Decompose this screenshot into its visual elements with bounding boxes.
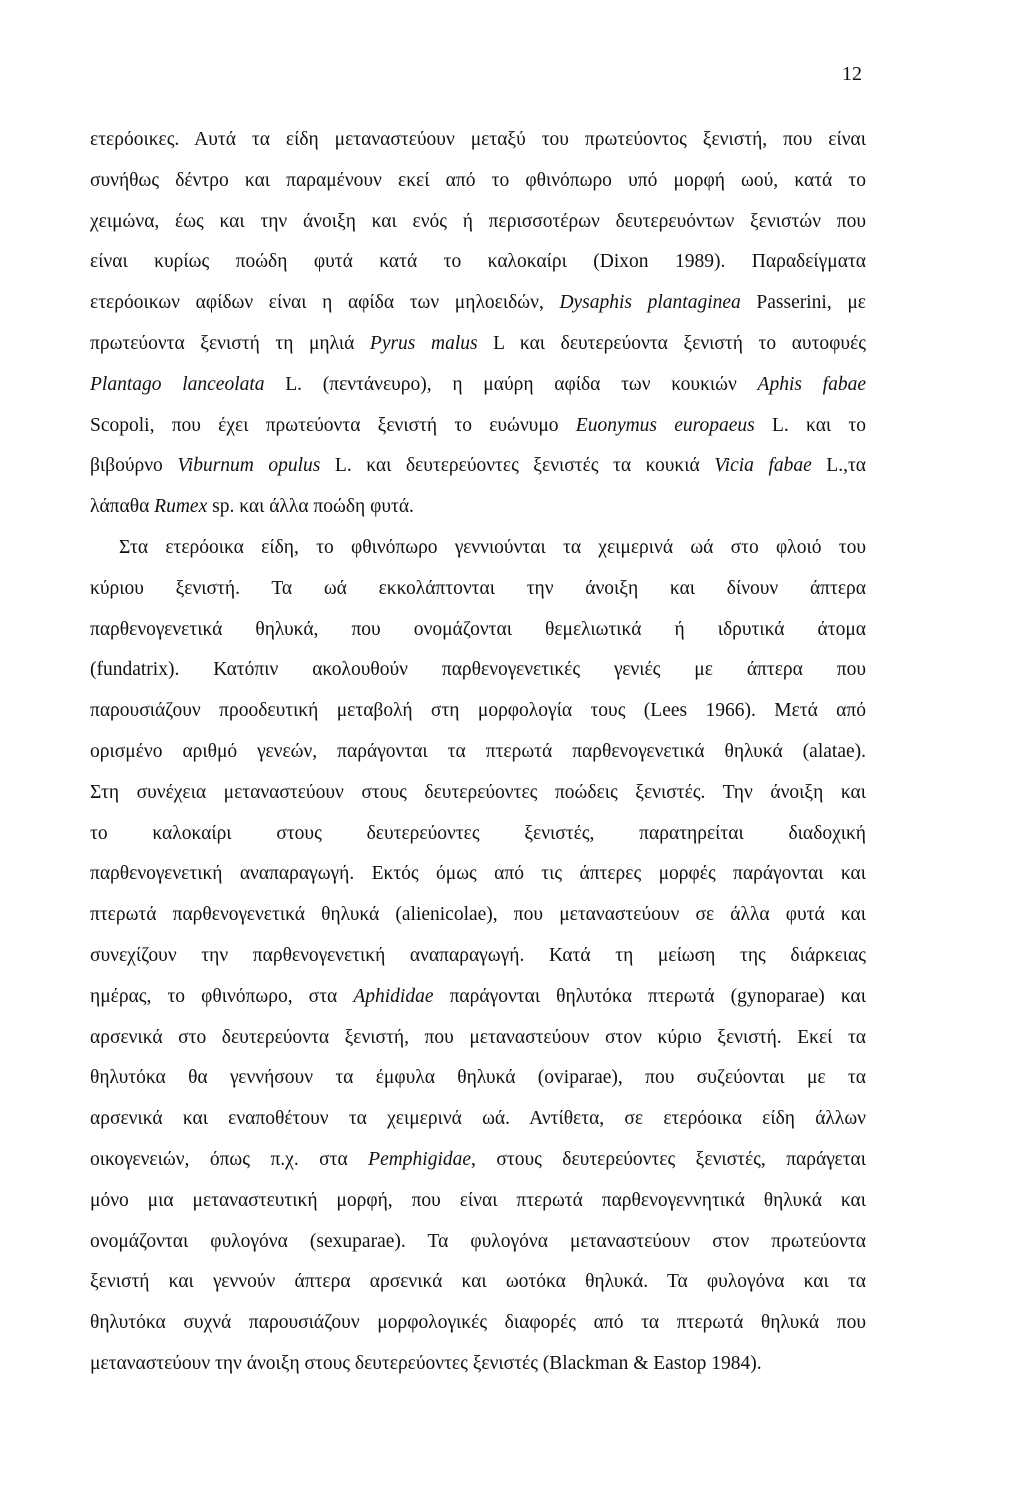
text-line <box>90 1344 866 1385</box>
text-run: συνήθως δέντρο και παραμένουν εκεί από το φθινόπωρο υπό μορφή ωού, κατά το <box>90 169 866 191</box>
text-line <box>90 365 866 406</box>
document-body <box>90 120 866 1385</box>
text-run: πτερωτά παρθενογενετικά θηλυκά (alienicolae), που μεταναστεύουν σε άλλα φυτά και <box>90 904 866 926</box>
text-line <box>90 1303 866 1344</box>
text-run: πρωτεύοντα ξενιστή τη μηλιά <box>90 332 370 354</box>
text-run: Στα ετερόοικα είδη, το φθινόπωρο γεννιούνται τα χειμερινά ωά στο φλοιό του <box>119 536 866 558</box>
text-run: L.,τα <box>811 455 866 477</box>
text-line <box>90 814 866 855</box>
text-run: είναι κυρίως ποώδη φυτά κατά το καλοκαίρι (Dixon 1989). Παραδείγματα <box>90 251 866 273</box>
text-run: αρσενικά στο δευτερεύοντα ξενιστή, που μεταναστεύουν στον κύριο ξενιστή. Εκεί τα <box>90 1026 866 1048</box>
text-run: ξενιστή και γεννούν άπτερα αρσενικά και ωοτόκα θηλυκά. Τα φυλογόνα και τα <box>90 1271 866 1293</box>
text-line <box>90 528 866 569</box>
text-line <box>90 446 866 487</box>
italic-term: Pyrus malus <box>369 332 478 354</box>
text-run: παρθενογενετική αναπαραγωγή. Εκτός όμως από τις άπτερες μορφές παράγονται και <box>90 863 866 885</box>
text-line <box>90 242 866 283</box>
text-line <box>90 1222 866 1263</box>
text-line <box>90 1099 866 1140</box>
text-line <box>90 1181 866 1222</box>
text-line <box>90 324 866 365</box>
text-line <box>90 120 866 161</box>
italic-term: Vicia fabae <box>714 455 812 477</box>
text-line <box>90 936 866 977</box>
text-run: L και δευτερεύοντα ξενιστή το αυτοφυές <box>477 332 866 354</box>
text-line <box>90 1262 866 1303</box>
text-run: βιβούρνο <box>90 455 178 477</box>
text-run: παρθενογενετικά θηλυκά, που ονομάζονται θεμελιωτικά ή ιδρυτικά άτομα <box>90 618 866 640</box>
text-run: χειμώνα, έως και την άνοιξη και ενός ή περισσοτέρων δευτερευόντων ξενιστών που <box>90 210 866 232</box>
text-line <box>90 202 866 243</box>
text-run: Scopoli, που έχει πρωτεύοντα ξενιστή το ευώνυμο <box>90 414 576 436</box>
italic-term: Plantago lanceolata <box>90 373 265 395</box>
text-run: το καλοκαίρι στους δευτερεύοντες ξενιστές, παρατηρείται διαδοχική <box>90 822 866 844</box>
text-line <box>90 854 866 895</box>
text-run: λάπαθα <box>90 496 155 518</box>
text-line <box>90 650 866 691</box>
text-run: Passerini, με <box>740 292 866 314</box>
text-run: ονομάζονται φυλογόνα (sexuparae). Τα φυλογόνα μεταναστεύουν στον πρωτεύοντα <box>90 1230 866 1252</box>
text-run: παρουσιάζουν προοδευτική μεταβολή στη μορφολογία τους (Lees 1966). Μετά από <box>90 700 866 722</box>
text-line <box>90 691 866 732</box>
italic-term: Dysaphis plantaginea <box>559 292 741 314</box>
text-run: οικογενειών, όπως π.χ. στα <box>90 1148 369 1170</box>
text-run: ετερόοικων αφίδων είναι η αφίδα των μηλοειδών, <box>90 292 560 314</box>
text-run: θηλυτόκα θα γεννήσουν τα έμφυλα θηλυκά (oviparae), που συζεύονται με τα <box>90 1067 866 1089</box>
text-run: L. και το <box>754 414 866 436</box>
text-line <box>90 1140 866 1181</box>
text-line <box>90 773 866 814</box>
text-line <box>90 487 866 528</box>
text-run: L. και δευτερεύοντες ξενιστές τα κουκιά <box>320 455 715 477</box>
text-line <box>90 569 866 610</box>
italic-term: Pemphigidae <box>368 1148 472 1170</box>
text-line <box>90 161 866 202</box>
page-number: 12 <box>842 63 862 85</box>
text-run: sp. και άλλα ποώδη φυτά. <box>207 496 414 518</box>
text-run: κύριου ξενιστή. Τα ωά εκκολάπτονται την άνοιξη και δίνουν άπτερα <box>90 577 866 599</box>
text-run: θηλυτόκα συχνά παρουσιάζουν μορφολογικές διαφορές από τα πτερωτά θηλυκά που <box>90 1312 866 1334</box>
text-run: Στη συνέχεια μεταναστεύουν στους δευτερεύοντες ποώδεις ξενιστές. Την άνοιξη και <box>90 781 866 803</box>
text-line <box>90 283 866 324</box>
text-line <box>90 1058 866 1099</box>
text-line <box>90 406 866 447</box>
italic-term: Euonymus europaeus <box>575 414 755 436</box>
text-run: ημέρας, το φθινόπωρο, στα <box>90 985 354 1007</box>
text-run: αρσενικά και εναποθέτουν τα χειμερινά ωά. Αντίθετα, σε ετερόοικα είδη άλλων <box>90 1108 866 1130</box>
italic-term: Aphis fabae <box>757 373 866 395</box>
text-run: ετερόοικες. Αυτά τα είδη μεταναστεύουν μεταξύ του πρωτεύοντος ξενιστή, που είναι <box>90 129 866 150</box>
text-run: παράγονται θηλυτόκα πτερωτά (gynoparae) και <box>433 985 866 1007</box>
text-run: συνεχίζουν την παρθενογενετική αναπαραγωγή. Κατά τη μείωση της διάρκειας <box>90 944 866 966</box>
text-run: (fundatrix). Κατόπιν ακολουθούν παρθενογενετικές γενιές με άπτερα που <box>90 659 866 681</box>
text-line <box>90 1018 866 1059</box>
text-line <box>90 610 866 651</box>
text-run: ορισμένο αριθμό γενεών, παράγονται τα πτερωτά παρθενογενετικά θηλυκά (alatae). <box>90 740 866 762</box>
text-run: μεταναστεύουν την άνοιξη στους δευτερεύοντες ξενιστές (Blackman & Eastop 1984). <box>90 1352 762 1374</box>
italic-term: Viburnum opulus <box>177 455 321 477</box>
text-line <box>90 895 866 936</box>
text-run: , στους δευτερεύοντες ξενιστές, παράγεται <box>471 1148 866 1170</box>
text-run: μόνο μια μεταναστευτική μορφή, που είναι πτερωτά παρθενογεννητικά θηλυκά και <box>90 1189 866 1211</box>
text-line <box>90 977 866 1018</box>
italic-term: Aphididae <box>353 985 434 1007</box>
text-line <box>90 732 866 773</box>
italic-term: Rumex <box>154 496 208 518</box>
text-run: L. (πεντάνευρο), η μαύρη αφίδα των κουκιών <box>264 373 758 395</box>
